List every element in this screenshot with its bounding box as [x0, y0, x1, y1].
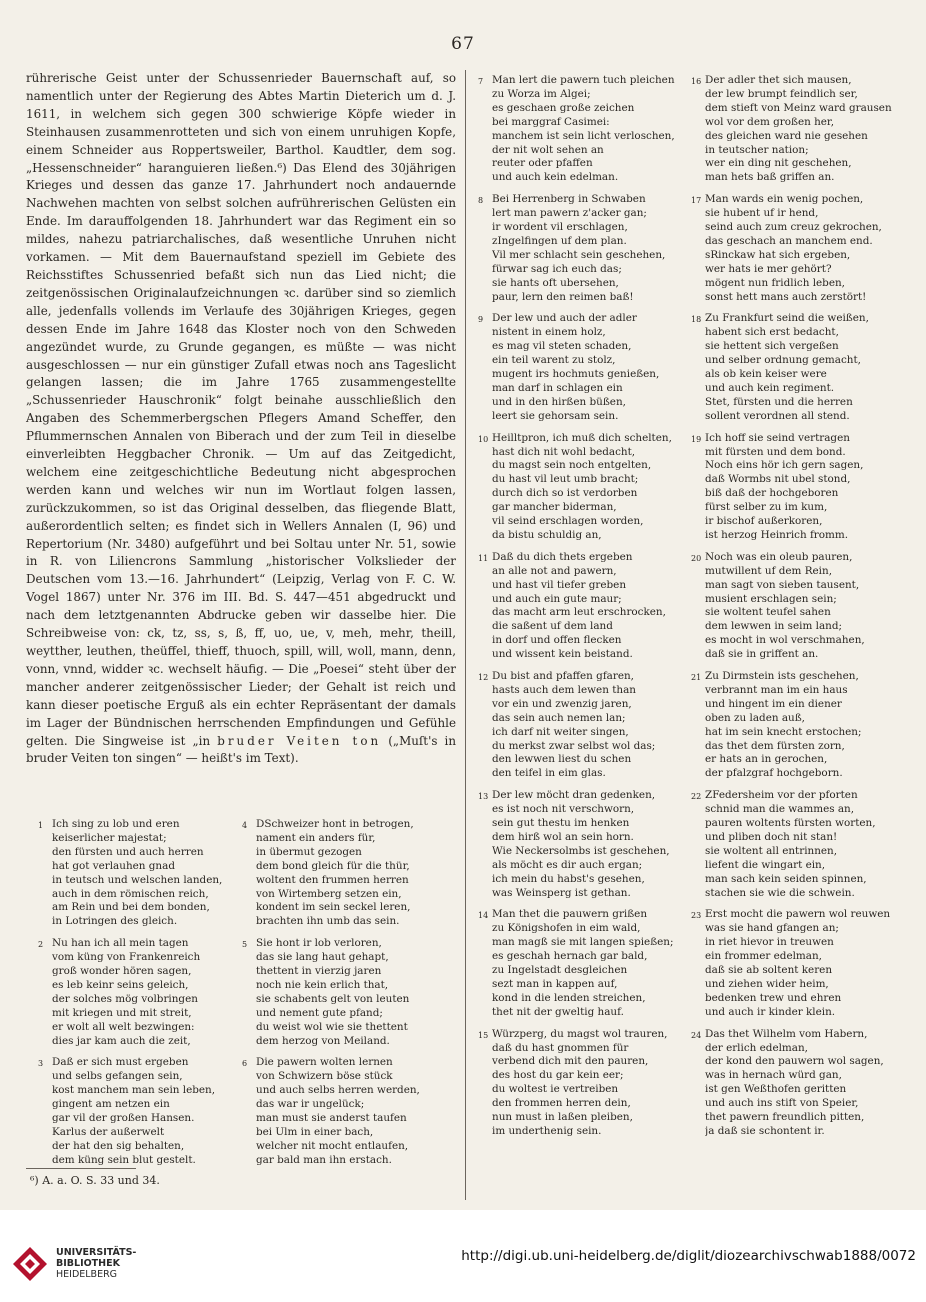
verse-line: brachten ihn umb das sein.: [256, 915, 400, 928]
verse-line: schnid man die wammes an,: [705, 803, 855, 816]
stanza: [691, 312, 910, 423]
verse-line: oben zu laden auß,: [705, 711, 805, 724]
stanza: [691, 1027, 910, 1139]
verse-line: man sach kein seiden spinnen,: [705, 872, 867, 885]
verse-line: nistent in einem holz,: [492, 326, 606, 339]
verse-line: fürwar sag ich euch das;: [492, 262, 622, 275]
prose-end: („Muſt's in bruder Veiten ton singen“ — heißt's im Text).: [26, 733, 457, 766]
stanza-number: 23: [691, 911, 702, 921]
verse-line: daß sie in griffent an.: [705, 648, 819, 661]
verse-line: man magß sie mit langen spießen;: [492, 936, 674, 949]
verse-line: und selber ordnung gemacht,: [705, 354, 861, 367]
verse-line: das war ir ungelück;: [256, 1098, 365, 1111]
verse-line: und auch ir kinder klein.: [705, 1005, 836, 1018]
verse-line: du weist wol wie sie thettent: [256, 1020, 408, 1033]
verse-line: Bei Herrenberg in Schwaben: [492, 193, 646, 206]
verse-line: fürst selber zu im kum,: [705, 501, 828, 514]
verse-line: gar vil der großen Hansen.: [52, 1112, 195, 1125]
verse-line: man sagt von sieben tausent,: [705, 578, 860, 591]
verse-line: und selbs gefangen sein,: [52, 1070, 183, 1083]
verse-line: paur, lern den reimen baß!: [492, 290, 634, 303]
verse-line: bei marggraf Casimei:: [492, 115, 610, 128]
verse-line: DSchweizer hont in betrogen,: [256, 818, 414, 830]
verse-line: und auch ein gute maur;: [492, 592, 622, 605]
verse-line: was in hernach würd gan,: [705, 1069, 842, 1082]
verse-line: kondent im sein seckel leren,: [256, 901, 411, 914]
verse-line: ist gen Weßthofen geritten: [705, 1083, 847, 1096]
stanza: [38, 818, 257, 929]
stanza-number: 15: [478, 1030, 489, 1040]
verse-line: dem lewwen in seim land;: [705, 620, 843, 633]
verse-line: in dorf und offen flecken: [492, 634, 622, 647]
verse-line: bei Ulm in einer bach,: [256, 1125, 374, 1138]
verse-line: das macht arm leut erschrocken,: [492, 606, 666, 619]
verse-line: man hets baß griffen an.: [705, 171, 835, 184]
footnote-rule: [26, 1168, 136, 1169]
verse-line: mit fürsten und dem bond.: [705, 445, 846, 458]
verse-line: man darf in schlagen ein: [492, 381, 623, 394]
verse-line: Noch was ein oleub pauren,: [705, 550, 853, 563]
verse-line: dies jar kam auch die zeit,: [52, 1034, 191, 1047]
stanza-number: 19: [691, 434, 702, 444]
verse-line: der nit wolt sehen an: [492, 143, 604, 156]
stanza: [38, 937, 257, 1048]
verse-line: Ich hoff sie seind vertragen: [705, 431, 850, 444]
verse-line: bedenken trew und ehren: [705, 991, 842, 1004]
verse-line: in teutscher nation;: [705, 143, 809, 156]
stanza-number: 10: [478, 434, 489, 444]
verse-line: sie schabents gelt von leuten: [256, 992, 410, 1005]
verse-line: ich mein du habst's gesehen,: [492, 872, 645, 885]
verse-line: und auch ins stift von Speier,: [705, 1097, 859, 1110]
verse-line: du merkst zwar selbst wol das;: [492, 739, 656, 752]
verse-line: als möcht es dir auch ergan;: [492, 858, 643, 871]
verse-line: Man wards ein wenig pochen,: [705, 193, 864, 206]
verse-line: es ist noch nit verschworn,: [492, 803, 635, 816]
verse-line: Daß du dich thets ergeben: [492, 550, 633, 563]
verse-line: wer hats ie mer gehört?: [705, 262, 832, 275]
page-number: 67: [451, 34, 475, 54]
verse-line: von Wirtemberg setzen ein,: [256, 887, 402, 900]
verse-line: liefent die wingart ein,: [705, 858, 826, 871]
verse-line: thet pawern freundlich pitten,: [705, 1111, 865, 1124]
verse-line: als ob kein keiser were: [705, 368, 827, 381]
verse-line: Man lert die pawern tuch pleichen: [492, 74, 675, 86]
verse-line: Heilltpron, ich muß dich schelten,: [492, 431, 672, 444]
verse-line: biß daß der hochgeboren: [705, 487, 839, 500]
verse-line: ZFedersheim vor der pforten: [705, 789, 858, 802]
verse-line: leert sie gehorsam sein.: [492, 409, 619, 422]
stanza: [691, 908, 910, 1019]
verse-line: vom küng von Frankenreich: [52, 951, 201, 964]
verse-line: durch dich so ist verdorben: [492, 487, 638, 500]
verse-line: wol vor dem großen her,: [705, 115, 835, 128]
prose-main: rührerische Geist unter der Schussenrieder Bauernschaft auf, so namentlich unter der Regierung des Abtes Martin Dieterich um d. J. 1611, in welchem sich gegen 300 schwierige Köpfe wieder in Steinhausen zusammenrotteten und sich von einem unruhigen Kopfe, einem Schneider aus Roppertsweiler, Barthol. Kaudtler, dem sog. „Hessenschneider“ haranguieren ließen.⁶) Das Elend des 30jährigen Krieges und dessen das ganze 17. Jahrhundert noch andauernde Nachwehen machten von selbst solchen aufrührerischen Gelüsten ein Ende. Im darauffolgenden 18. Jahrhundert war das Regiment ein so mildes, nahezu patriarchalisches, daß wesentliche Unruhen nicht vorkamen. — Mit dem Bauernaufstand speziell im Gebiete des Reichsstiftes Schussenried befaßt sich nun das Lied nicht; die zeitgenössischen Originalaufzeichnungen ꝛc. darüber sind so ziemlich alle, jedenfalls vollends im Verlaufe des 30jährigen Krieges, gegen dessen Ende im Jahre 1648 das Kloster noch von den Schweden angezündet wurde, zu Grunde gegangen, es müßte — was nicht ausgeschlossen — nur ein günstiger Zufall etwas noch ans Tageslicht gelangen lassen; die im Jahre 1765 zusammengestellte „Schussenrieder Hauschronik“ folgt beinahe ausschließlich den Angaben des Schemmerbergschen Pflegers Amand Scheffer, den Pflummernschen Annalen von Biberach und der zum Teil in dieselbe einverleibten Heggbacher Chronik. — Um auf das Zeitgedicht, welchem eine zeitgeschichtliche Bedeutung nicht abgesprochen werden kann und welches wir nun im Wortlaut folgen lassen, zurückzukommen, so ist das Original desselben, das fliegende Blatt, außerordentlich selten; es findet sich in Wellers Annalen (I, 96) und Repertorium (Nr. 3480) aufgeführt und bei Soltau unter Nr. 51, sowie in R. von Liliencrons Sammlung „historischer Volkslieder der Deutschen vom 13.—16. Jahrhundert“ (Leipzig, Verlag von F. C. W. Vogel 1867) unter Nr. 376 im III. Bd. S. 447—451 abgedruckt und nach dem letztgenannten Abdrucke geben wir dasselbe hier. Die Schreibweise von: ck, tz, ss, s, ß, ff, uo, ue, v, meh, mehr, theill, weytther, leuthen, theüffel, thieff, thuoch, spill, will, woll, mann, denn, vonn, vnnd, widder ꝛc. wechselt häufig. — Die „Poesei“ steht über der mancher anderer zeitgenössischer Lieder; der Gehalt ist reich und kann dieser poetische Erguß als ein echter Repräsentant der damals im Lager der Bündnischen herrschenden Empfindungen und Gefühle gelten. Die Singweise ist „in: [26, 71, 456, 748]
verse-line: Der lew und auch der adler: [492, 312, 637, 325]
verse-line: musient erschlagen sein;: [705, 592, 837, 605]
stanza-number: 7: [478, 77, 484, 86]
verse-line: und ziehen wider heim,: [705, 977, 829, 990]
verse-line: nament ein anders für,: [256, 831, 376, 844]
stanza: [242, 818, 461, 929]
verse-line: und auch kein regiment.: [705, 381, 835, 394]
verse-line: Der adler thet sich mausen,: [705, 74, 852, 86]
stanza-number: 14: [478, 911, 489, 921]
verse-line: in übermut gezogen: [256, 845, 362, 858]
verse-line: manchem ist sein licht verloschen,: [492, 129, 675, 142]
verse-line: verbrannt man im ein haus: [705, 683, 848, 696]
verse-line: und in den hirßen büßen,: [492, 395, 626, 408]
verse-line: da bistu schuldig an,: [492, 528, 602, 541]
verse-line: hasts auch dem lewen than: [492, 683, 636, 696]
stanza-number: 22: [691, 792, 702, 802]
stanza: [478, 312, 697, 423]
verse-line: gingent am netzen ein: [52, 1098, 170, 1111]
stanza-number: 9: [478, 315, 484, 325]
verse-line: dem küng sein blut gestelt.: [52, 1153, 196, 1166]
verse-line: Würzperg, du magst wol trauren,: [492, 1027, 668, 1040]
verse-line: noch nie kein erlich that,: [256, 978, 389, 991]
verse-line: sonst hett mans auch zerstört!: [705, 290, 867, 303]
verse-line: verbend dich mit den pauren,: [492, 1055, 649, 1068]
verse-line: es leb keinr seins geleich,: [52, 978, 189, 991]
verse-line: an alle not and pawern,: [492, 564, 617, 577]
verse-line: mögent nun fridlich leben,: [705, 276, 845, 289]
stanza-number: 4: [242, 821, 248, 830]
verse-line: Stet, fürsten und die herren: [705, 395, 853, 408]
verse-line: der erlich edelman,: [705, 1041, 808, 1054]
stanza-number: 12: [478, 673, 489, 682]
verse-line: vil seind erschlagen worden,: [492, 515, 644, 528]
stanza-number: 3: [38, 1059, 44, 1069]
verse-line: kost manchem man sein leben,: [52, 1084, 216, 1097]
verse-line: Sie hont ir lob verloren,: [256, 937, 382, 950]
verse-line: das thet dem fürsten zorn,: [705, 739, 845, 752]
stanza-number: 18: [691, 315, 702, 325]
verse-line: hast dich nit wohl bedacht,: [492, 445, 636, 458]
verse-line: ein frommer edelman,: [705, 950, 822, 963]
verse-line: gar mancher biderman,: [492, 501, 617, 514]
verse-line: der solches mög volbringen: [52, 992, 198, 1005]
verse-line: dem herzog von Meiland.: [256, 1034, 390, 1047]
verse-line: ich darf nit weiter singen,: [492, 725, 629, 738]
verse-line: Man thet die pauwern grißen: [492, 908, 648, 921]
verse-line: gar bald man ihn erstach.: [256, 1153, 392, 1166]
verse-line: in riet hievor in treuwen: [705, 936, 834, 949]
stanza: [478, 908, 697, 1019]
verse-line: was sie hand gfangen an;: [705, 922, 839, 935]
verse-line: Die pawern wolten lernen: [256, 1056, 393, 1069]
verse-line: sie woltent all entrinnen,: [705, 844, 838, 857]
verse-line: thettent in vierzig jaren: [256, 965, 382, 977]
verse-line: ein teil warent zu stolz,: [492, 354, 616, 367]
stanza-number: 21: [691, 673, 702, 682]
stanza: [691, 789, 910, 900]
verse-line: die saßent uf dem land: [492, 620, 613, 633]
verse-line: des gleichen ward nie gesehen: [705, 129, 868, 142]
verse-line: ist herzog Heinrich fromm.: [705, 528, 849, 541]
verse-line: Zu Dirmstein ists geschehen,: [705, 670, 859, 682]
verse-line: und pliben doch nit stan!: [705, 830, 838, 843]
stanza: [691, 670, 910, 781]
verse-line: Du bist and pfaffen gfaren,: [492, 670, 634, 682]
verse-line: der hat den sig behalten,: [52, 1139, 185, 1152]
stanza-number: 13: [478, 792, 489, 802]
verse-line: vor ein und zwenzig jaren,: [492, 697, 632, 710]
verse-line: Noch eins hör ich gern sagen,: [705, 459, 864, 472]
verse-line: Nu han ich all mein tagen: [52, 937, 189, 950]
stanza-number: 5: [242, 940, 248, 950]
verse-line: hat got verlauhen gnad: [52, 859, 175, 872]
verse-line: und hast vil tiefer greben: [492, 578, 627, 591]
verse-line: am Rein und bei dem bonden,: [52, 901, 210, 914]
verse-line: Vil mer schlacht sein geschehen,: [492, 248, 666, 261]
verse-line: in Lotringen des gleich.: [52, 915, 178, 928]
verse-line: in teutsch und welschen landen,: [52, 873, 223, 886]
verse-line: sie woltent teufel sahen: [705, 606, 831, 619]
stanza: [691, 74, 910, 185]
verse-line: und auch kein edelman.: [492, 171, 619, 184]
verse-line: reuter oder pfaffen: [492, 157, 593, 170]
verse-line: was Weinsperg ist gethan.: [492, 886, 631, 899]
verse-line: Der lew möcht dran gedenken,: [492, 789, 656, 802]
verse-line: du hast vil leut umb bracht;: [492, 473, 639, 486]
verse-line: keiserlicher majestat;: [52, 831, 167, 844]
stanza-number: 6: [242, 1059, 248, 1069]
verse-line: habent sich erst bedacht,: [705, 326, 839, 339]
verse-line: er wolt all welt bezwingen:: [52, 1020, 195, 1033]
verse-line: thet nit der gweltig hauf.: [492, 1005, 624, 1018]
melody-title: bruder Veiten ton: [217, 733, 382, 748]
verse-line: es mag vil steten schaden,: [492, 340, 632, 353]
column-divider: [465, 70, 466, 1200]
stanza: [242, 937, 461, 1048]
prose-paragraph: [26, 70, 456, 768]
stanza: [478, 193, 697, 304]
verse-line: sie hubent uf ir hend,: [705, 207, 819, 220]
verse-line: zu Worza im Algei;: [492, 87, 591, 100]
verse-line: nun must in laßen pleiben,: [492, 1111, 633, 1124]
stanza-number: 16: [691, 77, 702, 86]
verse-line: es geschaen große zeichen: [492, 101, 635, 114]
stanza-number: 8: [478, 196, 484, 206]
verse-line: sezt man in kappen auf,: [492, 977, 618, 990]
verse-line: stachen sie wie die schwein.: [705, 886, 855, 899]
verse-line: das sein auch nemen lan;: [492, 711, 626, 724]
verse-line: den fürsten und auch herren: [52, 845, 204, 858]
stanza-number: 24: [691, 1030, 702, 1040]
verse-line: lert man pawern z'acker gan;: [492, 207, 647, 220]
verse-line: sein gut thestu im henken: [492, 817, 630, 829]
verse-line: mugent irs hochmuts genießen,: [492, 368, 660, 381]
verse-line: dem stieft von Meinz ward grausen: [705, 101, 892, 114]
verse-line: ir wordent vil erschlagen,: [492, 221, 628, 233]
verse-line: und nement gute pfand;: [256, 1006, 383, 1019]
verse-line: dem bond gleich für die thür,: [256, 859, 410, 872]
verse-line: Erst mocht die pawern wol reuwen: [705, 908, 891, 921]
verse-line: Wie Neckersolmbs ist geschehen,: [492, 844, 670, 857]
verse-line: sRinckaw hat sich ergeben,: [705, 248, 851, 261]
stanza-number: 17: [691, 196, 702, 206]
stanza: [691, 550, 910, 662]
verse-line: du magst sein noch entgelten,: [492, 459, 652, 472]
verse-line: mit kriegen und mit streit,: [52, 1006, 192, 1019]
stanza: [478, 670, 697, 781]
verse-line: daß du hast gnommen für: [492, 1041, 629, 1054]
verse-line: des host du gar kein eer;: [492, 1069, 624, 1082]
verse-line: Daß er sich must ergeben: [52, 1056, 189, 1069]
verse-line: daß sie ab soltent keren: [705, 964, 833, 977]
verse-line: auch in dem römischen reich,: [52, 887, 209, 900]
stanza: [478, 550, 697, 662]
verse-line: seind auch zum creuz gekrochen,: [705, 221, 882, 233]
verse-line: woltent den frummen herren: [256, 873, 409, 886]
verse-line: von Schwizern böse stück: [256, 1070, 393, 1083]
verse-line: Ich sing zu lob und eren: [52, 818, 180, 830]
verse-line: es geschah hernach gar bald,: [492, 950, 648, 963]
verse-line: es mocht in wol verschmahen,: [705, 634, 865, 647]
verse-line: der pfalzgraf hochgeborn.: [705, 767, 843, 780]
verse-line: der lew brumpt feindlich ser,: [705, 87, 858, 100]
verse-line: hat im sein knecht erstochen;: [705, 725, 862, 738]
verse-line: man must sie anderst taufen: [256, 1112, 407, 1125]
stanza: [38, 1056, 257, 1167]
stanza: [478, 1027, 697, 1139]
verse-line: den teifel in eim glas.: [492, 767, 606, 780]
verse-line: Zu Frankfurt seind die weißen,: [705, 312, 869, 325]
stanza: [242, 1056, 461, 1167]
verse-line: zu Königshofen in eim wald,: [492, 922, 641, 935]
verse-line: sie hants oft ubersehen,: [492, 276, 619, 289]
stanza: [478, 789, 697, 900]
verse-line: mutwillent uf dem Rein,: [705, 564, 832, 577]
verse-line: er hats an in gerochen,: [705, 753, 828, 766]
verse-line: Das thet Wilhelm vom Habern,: [705, 1027, 868, 1040]
verse-line: den lewwen liest du schen: [492, 753, 632, 766]
stanza-number: 20: [691, 553, 702, 563]
verse-line: kond in die lenden streichen,: [492, 991, 646, 1004]
verse-line: den frommen herren dein,: [492, 1097, 631, 1110]
verse-line: zIngelfingen uf dem plan.: [492, 234, 627, 247]
verse-line: Karlus der außerwelt: [52, 1125, 165, 1138]
verse-line: und hingent im ein diener: [705, 697, 842, 710]
prose-text: [26, 70, 456, 768]
verse-line: du woltest ie vertreiben: [492, 1083, 619, 1096]
verse-line: sie hettent sich vergeßen: [705, 340, 839, 353]
verse-line: der kond den pauwern wol sagen,: [705, 1055, 884, 1068]
verse-line: zu Ingelstadt desgleichen: [492, 964, 628, 977]
verse-line: dem hirß wol an sein horn.: [492, 830, 634, 843]
footnote: ⁶) A. a. O. S. 33 und 34.: [30, 1174, 160, 1187]
verse-line: daß Wormbs nit ubel stond,: [705, 473, 851, 486]
verse-line: ja daß sie schontent ir.: [705, 1124, 825, 1137]
verse-line: groß wonder hören sagen,: [52, 965, 192, 977]
stanza-number: 2: [38, 940, 44, 950]
verse-line: das sie lang haut gehapt,: [256, 951, 389, 964]
source-url[interactable]: http://digi.ub.uni-heidelberg.de/diglit/diozearchivschwab1888/0072: [461, 1248, 916, 1264]
stanza-number: 1: [38, 821, 44, 830]
verse-line: wer ein ding nit geschehen,: [705, 157, 852, 170]
verse-line: ir bischof außerkoren,: [705, 515, 823, 528]
stanza: [478, 74, 697, 185]
university-seal-icon: [10, 1244, 50, 1284]
library-name: UNIVERSITÄTS- BIBLIOTHEK HEIDELBERG: [56, 1247, 137, 1280]
verse-line: welcher nit mocht entlaufen,: [256, 1139, 409, 1152]
verse-line: das geschach an manchem end.: [705, 234, 873, 247]
verse-line: pauren woltents fürsten worten,: [705, 817, 876, 829]
verse-line: im underthenig sein.: [492, 1124, 602, 1137]
stanza: [478, 431, 697, 543]
verse-line: und auch selbs herren werden,: [256, 1084, 420, 1097]
stanza-number: 11: [478, 553, 489, 563]
stanza: [691, 431, 910, 543]
verse-line: und wissent kein beistand.: [492, 648, 633, 661]
verse-line: sollent verordnen all stend.: [705, 409, 850, 422]
stanza: [691, 193, 910, 304]
